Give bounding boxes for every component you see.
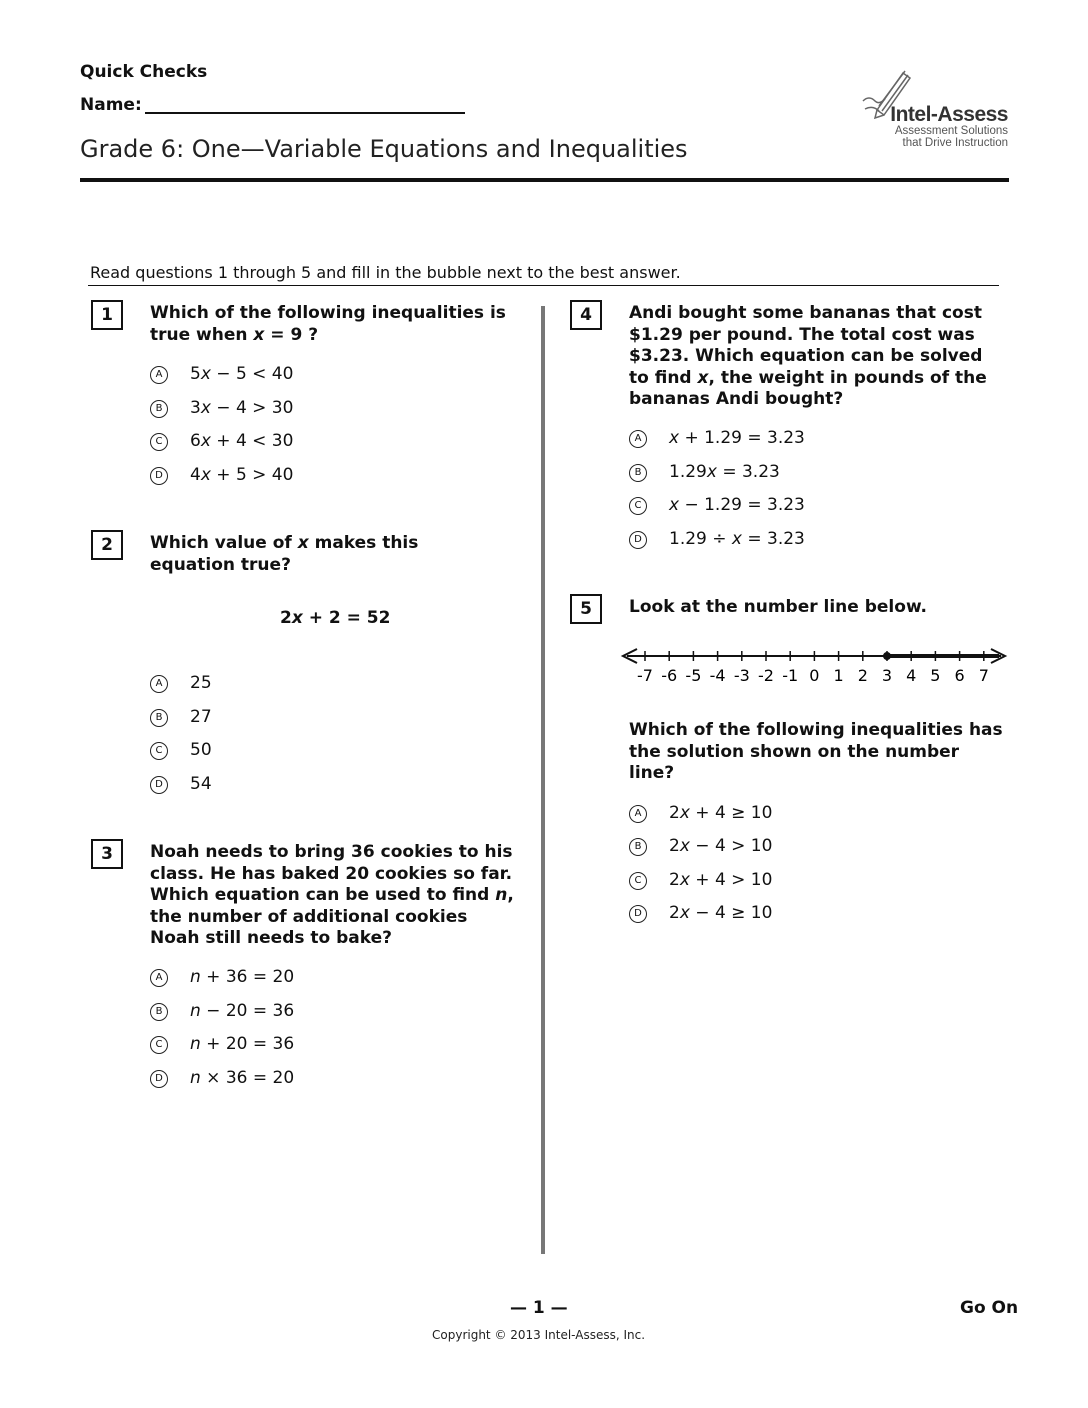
closed-point — [883, 652, 891, 660]
tick-label: -4 — [709, 666, 726, 685]
tick-label: -3 — [733, 666, 750, 685]
question-number-5: 5 — [570, 594, 602, 624]
option-text: 1.29 ÷ x = 3.23 — [669, 529, 805, 549]
column-divider — [541, 306, 545, 1254]
answer-bubble-icon[interactable]: D — [629, 905, 647, 923]
tick-label: -5 — [685, 666, 702, 685]
option-text: n + 20 = 36 — [190, 1034, 295, 1054]
instructions-divider — [88, 285, 999, 286]
question-number-3: 3 — [91, 839, 123, 869]
option-text: 2x − 4 > 10 — [669, 836, 773, 856]
question-5-text: Look at the number line below. — [629, 597, 928, 617]
answer-bubble-icon[interactable]: A — [150, 366, 168, 384]
tick-label: 2 — [857, 666, 868, 685]
option-text: 5x − 5 < 40 — [190, 364, 294, 384]
answer-bubble-icon[interactable]: C — [150, 742, 168, 760]
option-text: 4x + 5 > 40 — [190, 465, 294, 485]
option-text: x − 1.29 = 3.23 — [669, 495, 805, 515]
answer-bubble-icon[interactable]: B — [150, 400, 168, 418]
answer-bubble-icon[interactable]: B — [629, 838, 647, 856]
tick-label: 7 — [978, 666, 989, 685]
tick-label: 0 — [809, 666, 820, 685]
option-text: 2x + 4 > 10 — [669, 870, 773, 890]
option-text: n − 20 = 36 — [190, 1001, 295, 1021]
tick-label: 4 — [906, 666, 917, 685]
copyright: Copyright © 2013 Intel-Assess, Inc. — [432, 1328, 646, 1342]
answer-bubble-icon[interactable]: C — [629, 497, 647, 515]
question-number-4: 4 — [570, 300, 602, 330]
name-label: Name: — [80, 95, 142, 115]
logo-tagline-1: Assessment Solutions — [894, 125, 1008, 137]
instructions: Read questions 1 through 5 and fill in the bubble next to the best answer. — [90, 263, 681, 282]
answer-bubble-icon[interactable]: C — [629, 872, 647, 890]
title-divider — [80, 178, 1009, 182]
question-4-text: Andi bought some bananas that cost $1.29 per pound. The total cost was $3.23. Which equation can be solved to find x, the weight in pounds of the bananas Andi bought? — [629, 303, 987, 409]
option-text: 6x + 4 < 30 — [190, 431, 294, 451]
tick-label: -7 — [637, 666, 653, 685]
tick-label: 3 — [881, 666, 893, 685]
answer-bubble-icon[interactable]: D — [150, 467, 168, 485]
question-5-text-2: Which of the following inequalities has the solution shown on the number line? — [629, 720, 1003, 783]
answer-bubble-icon[interactable]: A — [150, 675, 168, 693]
name-field-line[interactable] — [145, 112, 465, 114]
question-3-text: Noah needs to bring 36 cookies to his class. He has baked 20 cookies so far. Which equation can be used to find n, the number of additional cookies Noah still needs to bake? — [150, 842, 514, 948]
option-text: 54 — [190, 774, 212, 794]
question-number-2: 2 — [91, 530, 123, 560]
question-2-text: Which value of x makes this equation true? — [150, 533, 419, 575]
question-number-1: 1 — [91, 300, 123, 330]
tick-label: 1 — [833, 666, 844, 685]
option-text: 50 — [190, 740, 212, 760]
logo-brand-text: Intel-Assess — [890, 103, 1008, 126]
tick-label: -2 — [758, 666, 774, 685]
logo-tagline-2: that Drive Instruction — [902, 137, 1008, 149]
answer-bubble-icon[interactable]: A — [150, 969, 168, 987]
answer-bubble-icon[interactable]: A — [629, 805, 647, 823]
option-text: 2x + 4 ≥ 10 — [669, 803, 773, 823]
question-1-text: Which of the following inequalities is true when x = 9 ? — [150, 303, 506, 345]
answer-bubble-icon[interactable]: B — [150, 1003, 168, 1021]
page-number: — 1 — — [510, 1298, 568, 1318]
option-text: 2x − 4 ≥ 10 — [669, 903, 773, 923]
answer-bubble-icon[interactable]: B — [150, 709, 168, 727]
option-text: 3x − 4 > 30 — [190, 398, 294, 418]
answer-bubble-icon[interactable]: D — [629, 531, 647, 549]
answer-bubble-icon[interactable]: D — [150, 1070, 168, 1088]
quick-checks-label: Quick Checks — [80, 62, 208, 82]
number-line — [615, 640, 1015, 690]
tick-label: 5 — [930, 666, 941, 685]
option-text: 25 — [190, 673, 212, 693]
answer-bubble-icon[interactable]: B — [629, 464, 647, 482]
answer-bubble-icon[interactable]: D — [150, 776, 168, 794]
answer-bubble-icon[interactable]: A — [629, 430, 647, 448]
answer-bubble-icon[interactable]: C — [150, 1036, 168, 1054]
tick-label: -6 — [661, 666, 678, 685]
answer-bubble-icon[interactable]: C — [150, 433, 168, 451]
intel-assess-logo — [850, 65, 1010, 150]
go-on-label: Go On — [960, 1298, 1019, 1318]
tick-label: 6 — [954, 666, 965, 685]
option-text: 27 — [190, 707, 212, 727]
option-text: x + 1.29 = 3.23 — [669, 428, 805, 448]
option-text: n × 36 = 20 — [190, 1068, 295, 1088]
page-title: Grade 6: One—Variable Equations and Inequalities — [80, 135, 688, 163]
option-text: 1.29x = 3.23 — [669, 462, 780, 482]
option-text: n + 36 = 20 — [190, 967, 295, 987]
tick-label: -1 — [782, 666, 799, 685]
question-2-equation: 2x + 2 = 52 — [280, 608, 391, 628]
